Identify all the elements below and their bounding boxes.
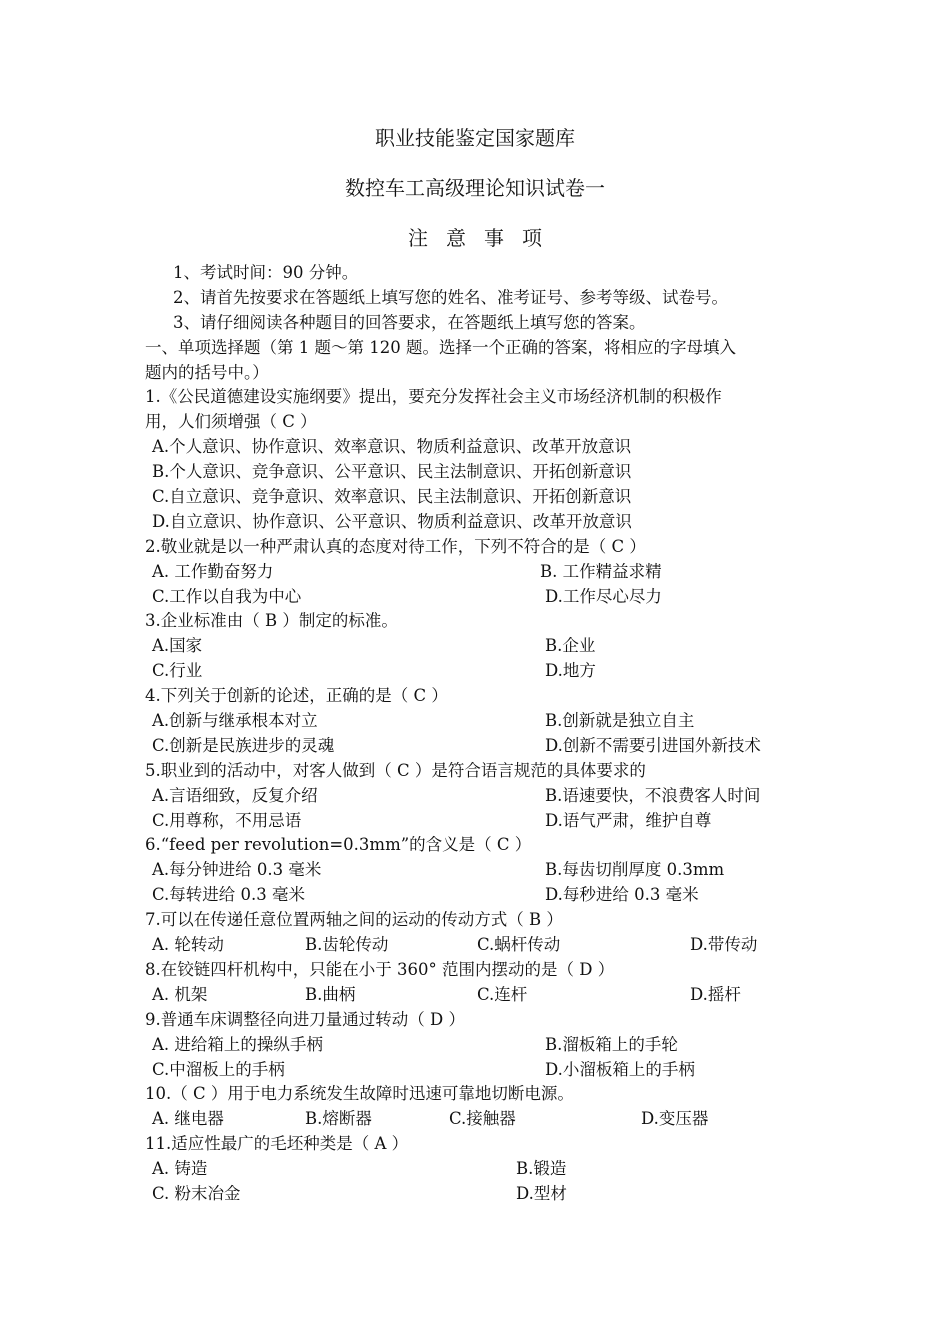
question-9-options-row-1	[145, 1033, 815, 1058]
question-4-options-row-2	[145, 734, 815, 759]
question-2-option-a: A. 工作勤奋努力	[152, 561, 274, 581]
exam-content	[145, 261, 815, 1207]
question-1-stem-line-2: 用，人们须增强（ C ）	[145, 412, 317, 432]
bank-title: 职业技能鉴定国家题库	[375, 126, 575, 150]
question-10-option-d: D.变压器	[641, 1109, 709, 1129]
question-4-options-row-1	[145, 709, 815, 734]
question-8-option-a: A. 机架	[152, 984, 208, 1004]
question-11-stem: 11.适应性最广的毛坯种类是（ A ）	[145, 1134, 409, 1154]
question-8-options-row	[145, 983, 815, 1008]
question-2-option-b: B. 工作精益求精	[540, 561, 662, 581]
question-3-option-c: C.行业	[152, 661, 203, 681]
question-10-option-a: A. 继电器	[152, 1109, 224, 1129]
question-11-option-a: A. 铸造	[152, 1159, 208, 1179]
question-2-options-row-1	[145, 560, 815, 585]
question-4-stem: 4.下列关于创新的论述，正确的是（ C ）	[145, 686, 448, 706]
question-11-option-b: B.锻造	[516, 1159, 567, 1179]
question-4-option-c: C.创新是民族进步的灵魂	[152, 735, 335, 755]
question-6-option-c: C.每转进给 0.3 毫米	[152, 885, 306, 905]
section-heading-line-1: 一、单项选择题（第 1 题～第 120 题。选择一个正确的答案，将相应的字母填入	[145, 337, 736, 357]
question-2-option-d: D.工作尽心尽力	[545, 586, 662, 606]
exam-title: 数控车工高级理论知识试卷一	[345, 176, 605, 200]
question-4-option-b: B.创新就是独立自主	[545, 711, 695, 731]
question-2-options-row-2	[145, 585, 815, 610]
question-9-option-b: B.溜板箱上的手轮	[545, 1034, 678, 1054]
question-3-option-b: B.企业	[545, 636, 596, 656]
question-8-option-d: D.摇杆	[690, 984, 741, 1004]
question-2-stem: 2.敬业就是以一种严肃认真的态度对待工作，下列不符合的是（ C ）	[145, 536, 646, 556]
question-1-option-d: D.自立意识、协作意识、公平意识、物质利益意识、改革开放意识	[152, 511, 632, 531]
question-3-options-row-2	[145, 659, 815, 684]
question-10-option-b: B.熔断器	[305, 1109, 372, 1129]
question-11-options-row-1	[145, 1157, 815, 1182]
question-7-options-row	[145, 933, 815, 958]
question-5-option-a: A.言语细致，反复介绍	[152, 785, 318, 805]
question-9-option-a: A. 进给箱上的操纵手柄	[152, 1034, 323, 1054]
question-1-stem-line-1: 1.《公民道德建设实施纲要》提出，要充分发挥社会主义市场经济机制的积极作	[145, 387, 722, 407]
question-6-options-row-2	[145, 883, 815, 908]
question-7-option-c: C.蜗杆传动	[477, 935, 561, 955]
question-11-options-row-2	[145, 1182, 815, 1207]
question-1-option-a: A.个人意识、协作意识、效率意识、物质利益意识、改革开放意识	[152, 437, 632, 457]
question-11-option-c: C. 粉末冶金	[152, 1183, 241, 1203]
notice-heading: 注意事项	[408, 226, 560, 250]
question-7-stem: 7.可以在传递任意位置两轴之间的运动的传动方式（ B ）	[145, 910, 563, 930]
question-3-option-a: A.国家	[152, 636, 203, 656]
question-5-option-c: C.用尊称，不用忌语	[152, 810, 302, 830]
question-5-options-row-1	[145, 784, 815, 809]
question-6-stem: 6.“feed per revolution=0.3mm”的含义是（ C ）	[145, 835, 532, 855]
question-9-stem: 9.普通车床调整径向进刀量通过转动（ D ）	[145, 1009, 465, 1029]
question-3-options-row-1	[145, 634, 815, 659]
question-10-options-row	[145, 1107, 815, 1132]
question-8-option-c: C.连杆	[477, 984, 528, 1004]
question-9-options-row-2	[145, 1058, 815, 1083]
question-6-option-b: B.每齿切削厚度 0.3mm	[545, 860, 725, 880]
question-9-option-c: C.中溜板上的手柄	[152, 1059, 285, 1079]
question-10-stem: 10.（ C ）用于电力系统发生故障时迅速可靠地切断电源。	[145, 1084, 574, 1104]
question-3-option-d: D.地方	[545, 661, 596, 681]
question-6-options-row-1	[145, 858, 815, 883]
question-4-option-d: D.创新不需要引进国外新技术	[545, 735, 761, 755]
question-7-option-a: A. 轮转动	[152, 935, 224, 955]
question-5-options-row-2	[145, 809, 815, 834]
question-8-stem: 8.在铰链四杆机构中，只能在小于 360° 范围内摆动的是（ D ）	[145, 959, 615, 979]
section-heading-line-2: 题内的括号中。）	[145, 362, 269, 382]
question-7-option-d: D.带传动	[690, 935, 758, 955]
question-5-stem: 5.职业到的活动中，对客人做到（ C ）是符合语言规范的具体要求的	[145, 760, 646, 780]
question-2-option-c: C.工作以自我为中心	[152, 586, 302, 606]
question-3-stem: 3.企业标准由（ B ）制定的标准。	[145, 611, 398, 631]
question-1-option-c: C.自立意识、竞争意识、效率意识、民主法制意识、开拓创新意识	[152, 487, 632, 507]
question-5-option-d: D.语气严肃，维护自尊	[545, 810, 712, 830]
question-1-option-b: B.个人意识、竞争意识、公平意识、民主法制意识、开拓创新意识	[152, 462, 632, 482]
note-2: 2、请首先按要求在答题纸上填写您的姓名、准考证号、参考等级、试卷号。	[173, 287, 728, 307]
note-3: 3、请仔细阅读各种题目的回答要求，在答题纸上填写您的答案。	[173, 312, 646, 332]
question-9-option-d: D.小溜板箱上的手柄	[545, 1059, 695, 1079]
note-1: 1、考试时间：90 分钟。	[173, 263, 359, 282]
question-10-option-c: C.接触器	[449, 1109, 516, 1129]
question-8-option-b: B.曲柄	[305, 984, 356, 1004]
question-5-option-b: B.语速要快，不浪费客人时间	[545, 785, 761, 805]
question-6-option-a: A.每分钟进给 0.3 毫米	[152, 860, 322, 880]
question-7-option-b: B.齿轮传动	[305, 935, 389, 955]
question-11-option-d: D.型材	[516, 1183, 567, 1203]
question-4-option-a: A.创新与继承根本对立	[152, 711, 318, 731]
question-6-option-d: D.每秒进给 0.3 毫米	[545, 885, 699, 905]
